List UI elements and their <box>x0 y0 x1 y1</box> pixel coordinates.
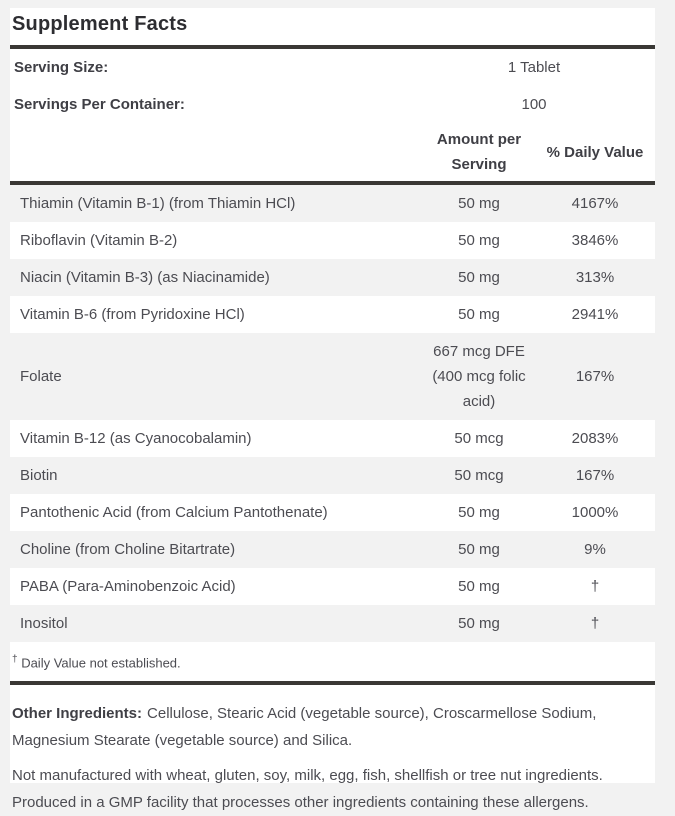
table-row <box>10 333 655 420</box>
table-row <box>10 605 655 642</box>
serving-size-label: Serving Size: <box>14 59 109 76</box>
nutrient-daily-value: 1000% <box>571 504 619 521</box>
table-row <box>10 568 655 605</box>
nutrient-amount: 50 mcg <box>454 430 504 447</box>
nutrient-amount: 50 mg <box>458 195 500 212</box>
nutrient-amount: 50 mg <box>458 306 500 323</box>
servings-per-container-label: Servings Per Container: <box>14 96 185 113</box>
nutrient-daily-value: 313% <box>575 269 615 286</box>
nutrient-name: Folate <box>20 368 62 385</box>
dagger-symbol: † <box>12 654 18 665</box>
allergen-note: Not manufactured with wheat, gluten, soy, milk, egg, fish, shellfish or tree nut ingredients. Produced in a GMP facility that processes other ingredients containing these allergens. <box>12 767 603 812</box>
nutrient-name: Inositol <box>20 615 68 632</box>
table-row <box>10 296 655 333</box>
column-header-row <box>10 123 655 181</box>
table-row <box>10 494 655 531</box>
nutrient-amount: 50 mg <box>458 615 500 632</box>
nutrient-name: Thiamin (Vitamin B-1) (from Thiamin HCl) <box>20 195 296 212</box>
nutrient-amount: 50 mg <box>458 504 500 521</box>
other-ingredients-label: Other Ingredients: <box>12 705 143 723</box>
nutrient-amount: 50 mg <box>458 578 500 595</box>
other-ingredients-text: Cellulose, Stearic Acid (vegetable source), Croscarmellose Sodium, Magnesium Stearate (vegetable source) and Silica. <box>12 705 597 750</box>
nutrient-amount: 667 mcg DFE (400 mcg folic acid) <box>432 343 526 410</box>
nutrient-daily-value: 3846% <box>571 232 619 249</box>
nutrient-name: PABA (Para-Aminobenzoic Acid) <box>20 578 236 595</box>
nutrient-name: Vitamin B-12 (as Cyanocobalamin) <box>20 430 252 447</box>
nutrient-amount: 50 mg <box>458 269 500 286</box>
nutrient-daily-value: † <box>590 578 600 595</box>
nutrient-name: Vitamin B-6 (from Pyridoxine HCl) <box>20 306 245 323</box>
nutrient-daily-value: 167% <box>575 368 615 385</box>
table-row <box>10 222 655 259</box>
table-row <box>10 185 655 222</box>
nutrient-name: Niacin (Vitamin B-3) (as Niacinamide) <box>20 269 270 286</box>
supplement-facts-panel <box>10 8 655 812</box>
servings-per-container-row <box>10 86 655 123</box>
table-row <box>10 531 655 568</box>
nutrient-name: Biotin <box>20 467 58 484</box>
panel-title: Supplement Facts <box>12 13 188 35</box>
column-header-daily-value: % Daily Value <box>546 143 644 161</box>
nutrient-daily-value: 2941% <box>571 306 619 323</box>
nutrient-amount: 50 mcg <box>454 467 504 484</box>
nutrient-daily-value: 167% <box>575 467 615 484</box>
footer-paragraphs <box>10 685 655 816</box>
table-row <box>10 457 655 494</box>
nutrient-daily-value: † <box>590 615 600 632</box>
nutrient-daily-value: 9% <box>584 541 606 558</box>
nutrient-amount: 50 mg <box>458 232 500 249</box>
serving-size-row <box>10 49 655 86</box>
nutrient-amount: 50 mg <box>458 541 500 558</box>
nutrient-table <box>10 185 655 642</box>
other-ingredients-paragraph <box>12 700 655 754</box>
nutrient-name: Pantothenic Acid (from Calcium Pantothenate) <box>20 504 328 521</box>
nutrient-daily-value: 4167% <box>571 195 619 212</box>
servings-per-container-value: 100 <box>521 96 547 113</box>
column-header-amount: Amount per Serving <box>436 131 522 173</box>
serving-size-value: 1 Tablet <box>507 59 561 76</box>
nutrient-name: Choline (from Choline Bitartrate) <box>20 541 236 558</box>
dv-footnote: † Daily Value not established. <box>12 654 181 671</box>
table-row <box>10 420 655 457</box>
nutrient-daily-value: 2083% <box>571 430 619 447</box>
table-row <box>10 259 655 296</box>
nutrient-name: Riboflavin (Vitamin B-2) <box>20 232 178 249</box>
